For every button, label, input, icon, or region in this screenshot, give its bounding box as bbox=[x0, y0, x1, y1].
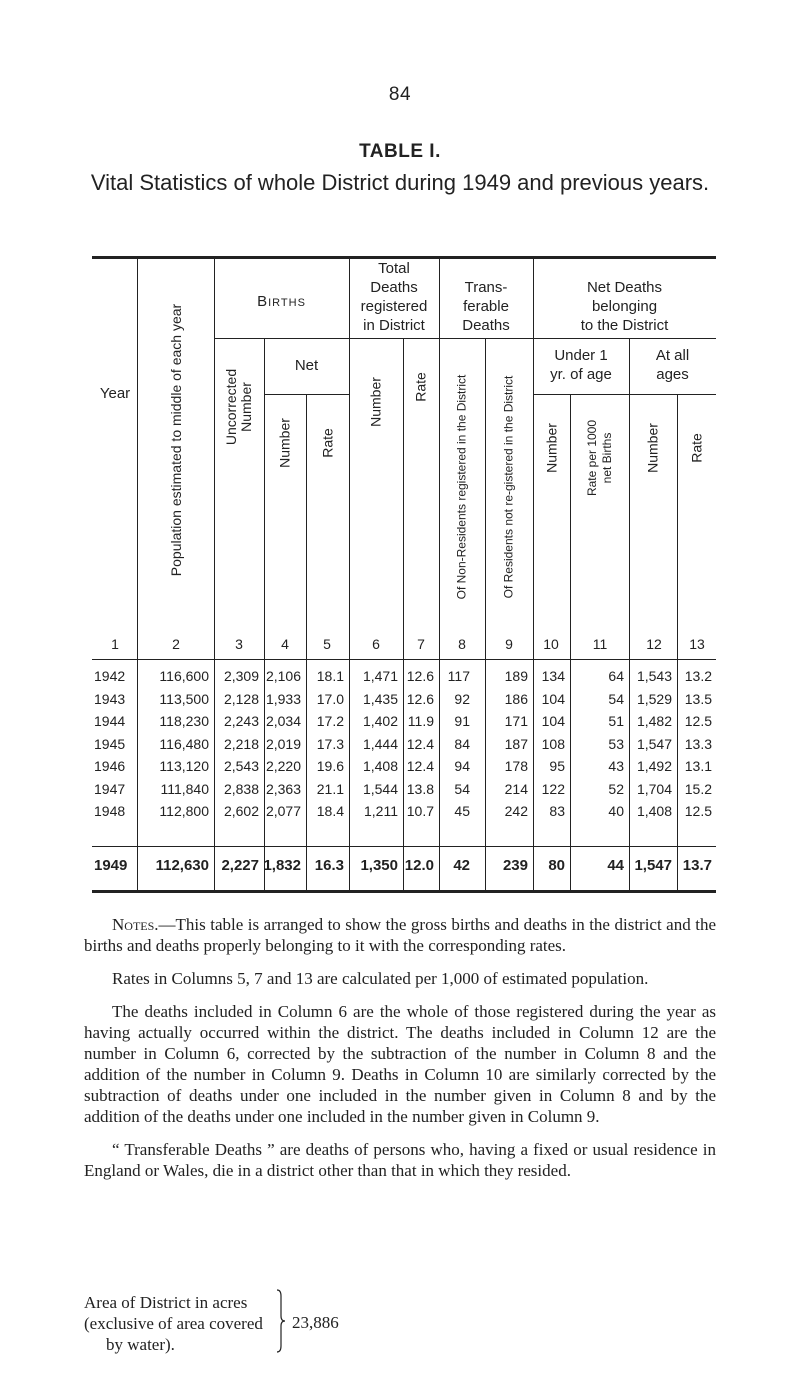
cell-allages-rate: 13.2 bbox=[684, 668, 712, 684]
cell-total-rate: 13.8 bbox=[406, 780, 434, 797]
cell-non-residents: 84 bbox=[454, 735, 470, 752]
cell-allages-rate: 13.7 bbox=[682, 857, 712, 874]
header-bottom-rule bbox=[92, 659, 716, 660]
cell-uncorrected-number: 2,543 bbox=[223, 758, 259, 774]
header-allages-number: Number bbox=[644, 423, 661, 473]
cell-net-number: 2,106 bbox=[265, 668, 301, 684]
age-sub-rule bbox=[533, 394, 716, 395]
current-year-top-rule bbox=[92, 846, 716, 847]
cell-population: 113,120 bbox=[159, 758, 209, 774]
column-number: 6 bbox=[372, 636, 380, 652]
column-number: 4 bbox=[281, 636, 289, 652]
header-net-number: Number bbox=[276, 418, 293, 468]
cell-allages-number: 1,704 bbox=[636, 780, 672, 797]
cell-year: 1942 bbox=[94, 668, 126, 684]
header-non-residents: Of Non-Residents registered in the District bbox=[454, 374, 469, 600]
cell-allages-number: 1,492 bbox=[636, 758, 672, 774]
cell-residents-not-registered: 186 bbox=[504, 690, 528, 707]
cell-net-number: 1,933 bbox=[265, 690, 301, 707]
cell-allages-number: 1,408 bbox=[636, 803, 672, 819]
cell-under1-number: 122 bbox=[541, 780, 565, 797]
cell-residents-not-registered: 187 bbox=[504, 735, 528, 752]
header-net: Net bbox=[294, 357, 319, 374]
cell-residents-not-registered: 214 bbox=[504, 780, 528, 797]
header-uncorrected-number: Uncorrected Number bbox=[223, 368, 254, 446]
header-total-rate: Rate bbox=[412, 372, 429, 402]
column-number: 5 bbox=[323, 636, 331, 652]
column-number: 2 bbox=[172, 636, 180, 652]
cell-population: 112,800 bbox=[159, 803, 209, 819]
cell-allages-number: 1,543 bbox=[636, 668, 672, 684]
cell-total-rate: 12.0 bbox=[404, 857, 434, 874]
cell-net-rate: 17.2 bbox=[316, 713, 344, 729]
notes bbox=[84, 914, 716, 1193]
cell-under1-rate: 43 bbox=[608, 758, 624, 774]
cell-residents-not-registered: 189 bbox=[504, 668, 528, 684]
cell-under1-rate: 51 bbox=[608, 713, 624, 729]
header-allages-rate: Rate bbox=[688, 433, 704, 463]
cell-under1-rate: 53 bbox=[608, 735, 624, 752]
cell-uncorrected-number: 2,243 bbox=[223, 713, 259, 729]
cell-under1-rate: 54 bbox=[608, 690, 624, 707]
cell-net-rate: 16.3 bbox=[314, 857, 344, 874]
cell-under1-rate: 64 bbox=[608, 668, 624, 684]
table-bottom-rule bbox=[92, 890, 716, 893]
cell-year: 1949 bbox=[94, 857, 128, 874]
cell-total-number: 1,211 bbox=[364, 803, 398, 819]
cell-population: 116,600 bbox=[159, 668, 209, 684]
cell-population: 113,500 bbox=[159, 690, 209, 707]
cell-total-number: 1,408 bbox=[362, 758, 398, 774]
cell-net-number: 2,034 bbox=[265, 713, 301, 729]
cell-net-rate: 17.0 bbox=[316, 690, 344, 707]
cell-uncorrected-number: 2,602 bbox=[223, 803, 259, 819]
cell-population: 111,840 bbox=[160, 780, 209, 797]
cell-residents-not-registered: 242 bbox=[504, 803, 528, 819]
cell-year: 1947 bbox=[94, 780, 126, 797]
cell-net-number: 2,363 bbox=[265, 780, 301, 797]
note-paragraph: The deaths included in Column 6 are the whole of those registered during the year as having actually occurred within the district. The deaths included in Column 12 are the number in Column 6, corrected by the subtraction of the number in Column 8 and the addition of the number in Column 9. Deaths in Column 10 are similarly corrected by the subtraction of deaths under one included in the number given in Column 8 and by the addition of the deaths under one included in the number given in Column 9. bbox=[84, 1002, 716, 1126]
cell-allages-rate: 13.3 bbox=[684, 735, 712, 752]
cell-net-rate: 21.1 bbox=[316, 780, 344, 797]
cell-allages-rate: 13.5 bbox=[684, 690, 712, 707]
header-residents-not-registered: Of Residents not re-gistered in the District bbox=[501, 375, 516, 599]
cell-total-number: 1,544 bbox=[362, 780, 398, 797]
cell-total-number: 1,402 bbox=[362, 713, 398, 729]
cell-total-rate: 11.9 bbox=[407, 713, 434, 729]
cell-non-residents: 91 bbox=[454, 713, 470, 729]
cell-net-number: 2,220 bbox=[265, 758, 301, 774]
cell-non-residents: 42 bbox=[453, 857, 470, 874]
cell-total-rate: 10.7 bbox=[406, 803, 434, 819]
column-number: 9 bbox=[505, 636, 513, 652]
cell-under1-number: 80 bbox=[548, 857, 565, 874]
cell-uncorrected-number: 2,309 bbox=[223, 668, 259, 684]
cell-population: 112,630 bbox=[155, 857, 209, 874]
cell-allages-rate: 12.5 bbox=[684, 803, 712, 819]
header-under1-rate: Rate per 1000 net Births bbox=[584, 419, 614, 497]
cell-under1-rate: 44 bbox=[607, 857, 624, 874]
cell-allages-number: 1,482 bbox=[636, 713, 672, 729]
cell-residents-not-registered: 171 bbox=[504, 713, 528, 729]
cell-residents-not-registered: 239 bbox=[502, 857, 528, 874]
net-sub-rule bbox=[264, 394, 349, 395]
cell-net-number: 1,832 bbox=[263, 857, 301, 874]
column-number: 11 bbox=[592, 636, 608, 652]
cell-allages-number: 1,547 bbox=[634, 857, 672, 874]
area-value: 23,886 bbox=[292, 1313, 339, 1332]
cell-allages-rate: 13.1 bbox=[684, 758, 712, 774]
cell-under1-number: 104 bbox=[541, 690, 565, 707]
cell-total-number: 1,350 bbox=[360, 857, 398, 874]
cell-under1-number: 134 bbox=[541, 668, 565, 684]
cell-net-rate: 19.6 bbox=[316, 758, 344, 774]
cell-allages-number: 1,547 bbox=[636, 735, 672, 752]
header-transferable: Trans- ferable Deaths bbox=[462, 279, 510, 334]
cell-under1-number: 95 bbox=[549, 758, 565, 774]
cell-net-rate: 18.1 bbox=[316, 668, 344, 684]
cell-uncorrected-number: 2,128 bbox=[223, 690, 259, 707]
cell-under1-rate: 52 bbox=[608, 780, 624, 797]
cell-total-rate: 12.4 bbox=[406, 735, 434, 752]
header-at-all-ages: At all ages bbox=[655, 347, 690, 383]
cell-year: 1948 bbox=[94, 803, 126, 819]
cell-total-number: 1,435 bbox=[362, 690, 398, 707]
header-net-deaths: Net Deaths belonging to the District bbox=[580, 279, 669, 334]
header-total-number: Number bbox=[367, 377, 384, 427]
cell-total-rate: 12.6 bbox=[406, 668, 434, 684]
cell-year: 1944 bbox=[94, 713, 126, 729]
cell-total-number: 1,444 bbox=[362, 735, 398, 752]
header-population: Population estimated to middle of each year bbox=[168, 303, 184, 577]
cell-total-rate: 12.4 bbox=[406, 758, 434, 774]
column-number: 12 bbox=[646, 636, 662, 652]
column-number: 3 bbox=[235, 636, 243, 652]
note-paragraph: Rates in Columns 5, 7 and 13 are calculated per 1,000 of estimated population. bbox=[112, 969, 649, 988]
net-deaths-sub-rule bbox=[533, 338, 716, 339]
cell-net-number: 2,019 bbox=[265, 735, 301, 752]
header-births: Births bbox=[257, 293, 306, 310]
cell-net-rate: 18.4 bbox=[316, 803, 344, 819]
cell-allages-rate: 15.2 bbox=[684, 780, 712, 797]
column-number: 7 bbox=[417, 636, 425, 652]
cell-non-residents: 45 bbox=[454, 803, 470, 819]
cell-net-number: 2,077 bbox=[265, 803, 301, 819]
table-label: TABLE I. bbox=[359, 141, 441, 162]
page-number: 84 bbox=[388, 84, 412, 105]
cell-uncorrected-number: 2,218 bbox=[223, 735, 259, 752]
cell-under1-number: 108 bbox=[541, 735, 565, 752]
cell-year: 1945 bbox=[94, 735, 126, 752]
column-number: 1 bbox=[111, 636, 119, 652]
cell-residents-not-registered: 178 bbox=[504, 758, 528, 774]
total-deaths-sub-rule bbox=[349, 338, 439, 339]
header-total-deaths: Total Deaths registered in District bbox=[360, 260, 428, 334]
cell-non-residents: 54 bbox=[454, 780, 470, 797]
column-number: 13 bbox=[689, 636, 705, 652]
cell-allages-rate: 12.5 bbox=[684, 713, 712, 729]
header-under1-number: Number bbox=[543, 423, 559, 473]
note-paragraph: “ Transferable Deaths ” are deaths of persons who, having a fixed or usual residence in England or Wales, die in a district other than that in which they resided. bbox=[84, 1140, 716, 1180]
cell-population: 118,230 bbox=[159, 713, 209, 729]
note-paragraph: Notes.—This table is arranged to show the gross births and deaths in the district and the births and deaths properly belonging to it with the corresponding rates. bbox=[84, 915, 716, 955]
cell-uncorrected-number: 2,227 bbox=[221, 857, 259, 874]
cell-total-rate: 12.6 bbox=[406, 690, 434, 707]
cell-under1-rate: 40 bbox=[608, 803, 624, 819]
header-year: Year bbox=[99, 385, 131, 402]
cell-total-number: 1,471 bbox=[362, 668, 398, 684]
area-label: Area of District in acres (exclusive of area covered by water). bbox=[84, 1293, 263, 1354]
cell-year: 1946 bbox=[94, 758, 126, 774]
cell-non-residents: 92 bbox=[454, 690, 470, 707]
brace-icon bbox=[276, 1288, 286, 1354]
cell-under1-number: 83 bbox=[549, 803, 565, 819]
header-net-rate: Rate bbox=[319, 428, 335, 458]
cell-net-rate: 17.3 bbox=[316, 735, 344, 752]
cell-non-residents: 94 bbox=[454, 758, 470, 774]
births-sub-rule bbox=[214, 338, 349, 339]
transferable-sub-rule bbox=[439, 338, 533, 339]
cell-under1-number: 104 bbox=[541, 713, 565, 729]
cell-year: 1943 bbox=[94, 690, 126, 707]
column-number: 8 bbox=[458, 636, 466, 652]
cell-population: 116,480 bbox=[159, 735, 209, 752]
table-title: Vital Statistics of whole District during 1949 and previous years. bbox=[90, 170, 710, 195]
cell-non-residents: 117 bbox=[447, 668, 470, 684]
column-number: 10 bbox=[543, 636, 559, 652]
cell-allages-number: 1,529 bbox=[636, 690, 672, 707]
cell-uncorrected-number: 2,838 bbox=[223, 780, 259, 797]
header-under-1: Under 1 yr. of age bbox=[550, 347, 612, 383]
